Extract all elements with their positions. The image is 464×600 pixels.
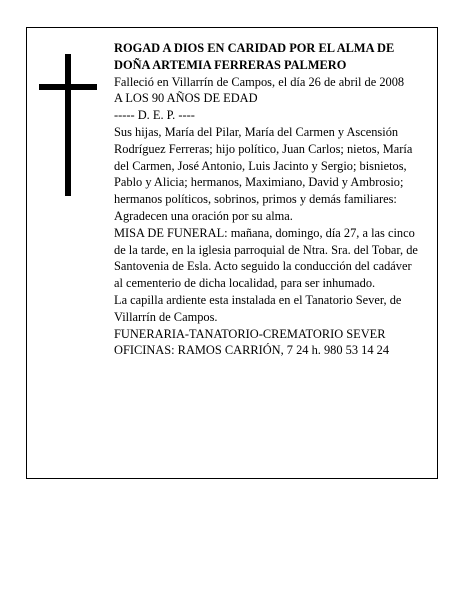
header-prayer: ROGAD A DIOS EN CARIDAD POR EL ALMA DE [114,41,395,55]
funeral-home-name: FUNERARIA-TANATORIO-CREMATORIO SEVER [114,326,386,341]
cross-icon [39,54,97,196]
obituary-text [114,40,420,359]
offices-info: OFICINAS: RAMOS CARRIÓN, 7 24 h. 980 53 14 24 [114,343,390,358]
cross-vertical-bar [65,54,71,196]
deceased-name: DOÑA ARTEMIA FERRERAS PALMERO [114,57,347,72]
age-line: A LOS 90 AÑOS DE EDAD [114,91,258,106]
death-info: Falleció en Villarrín de Campos, el día 26 de abril de 2008 [114,74,405,89]
rip-line: ----- D. E. P. ---- [114,108,195,123]
chapel-info: La capilla ardiente esta instalada en el Tanatorio Sever, de Villarrín de Campos. [114,292,402,324]
thanks-line: Agradecen una oración por su alma. [114,208,293,223]
family-list: Sus hijas, María del Pilar, María del Carmen y Ascensión Rodríguez Ferreras; hijo político, Juan Carlos; nietos, María del Carmen, José Antonio, Luis Jacinto y Sergio; bisnietos, Pablo y Alicia; hermanos, Maximiano, David y Ambrosio; hermanos políticos, sobrinos, primos y demás familiares: [114,124,413,207]
cross-horizontal-bar [39,84,97,90]
funeral-mass-info: MISA DE FUNERAL: mañana, domingo, día 27, a las cinco de la tarde, en la iglesia parroquial de Ntra. Sra. del Tobar, de Santovenia de Esla. Acto seguido la conducción del cadáver al cementerio de dicha localidad, para ser inhumado. [114,225,418,291]
